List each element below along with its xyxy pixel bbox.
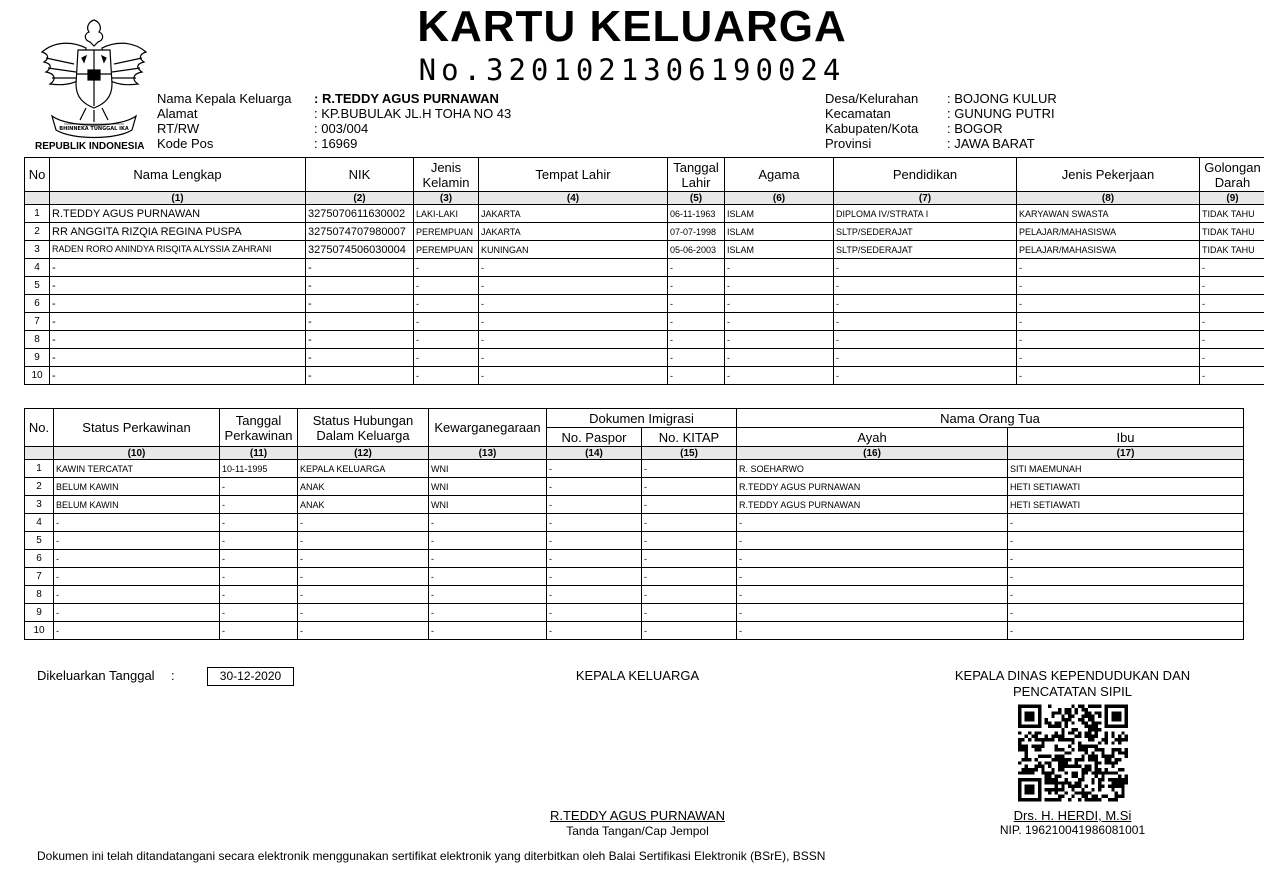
signature-caption: Tanda Tangan/Cap Jempol: [566, 824, 709, 838]
col-number: (7): [834, 192, 1017, 205]
table-cell: -: [668, 331, 725, 349]
table-cell: -: [547, 496, 642, 514]
table-cell: -: [834, 349, 1017, 367]
col-number: (2): [306, 192, 414, 205]
col-header-status-hubungan: Status Hubungan Dalam Keluarga: [298, 409, 429, 447]
table-cell: -: [547, 568, 642, 586]
header-left-fields: [157, 91, 511, 151]
table-cell: -: [429, 568, 547, 586]
table-cell: -: [220, 568, 298, 586]
table-cell: -: [1017, 259, 1200, 277]
col-header-no: No: [25, 158, 50, 192]
field-value: : KP.BUBULAK JL.H TOHA NO 43: [314, 106, 512, 121]
col-header-ayah: Ayah: [737, 428, 1008, 447]
kepala-keluarga-signature-name: R.TEDDY AGUS PURNAWAN: [549, 808, 726, 823]
table-row: [25, 496, 1244, 514]
row-number-cell: 3: [25, 241, 50, 259]
table-cell: -: [547, 460, 642, 478]
col-number: (6): [725, 192, 834, 205]
table-cell: -: [50, 295, 306, 313]
table-row: [25, 478, 1244, 496]
table-cell: -: [298, 532, 429, 550]
table-cell: -: [668, 295, 725, 313]
table-cell: ISLAM: [725, 241, 834, 259]
table-row: [25, 259, 1264, 277]
table-cell: JAKARTA: [479, 205, 668, 223]
official-nip: NIP. 196210041986081001: [999, 823, 1146, 837]
table-cell: -: [547, 622, 642, 640]
table-cell: -: [429, 604, 547, 622]
table-row: [25, 277, 1264, 295]
row-number-cell: 1: [25, 460, 54, 478]
table-cell: HETI SETIAWATI: [1008, 496, 1244, 514]
field-kecamatan: [825, 106, 1057, 121]
table-cell: -: [220, 478, 298, 496]
table-cell: BELUM KAWIN: [54, 496, 220, 514]
table-row: [25, 622, 1244, 640]
field-nama-kepala-keluarga: [157, 91, 511, 106]
table-cell: -: [668, 277, 725, 295]
col-number: (11): [220, 447, 298, 460]
row-number-cell: 3: [25, 496, 54, 514]
field-value: : BOJONG KULUR: [947, 91, 1057, 106]
row-number-cell: 10: [25, 622, 54, 640]
table-row: [25, 568, 1244, 586]
table-cell: TIDAK TAHU: [1200, 223, 1264, 241]
table-cell: TIDAK TAHU: [1200, 241, 1264, 259]
table-cell: ISLAM: [725, 205, 834, 223]
table-cell: -: [834, 277, 1017, 295]
table-cell: -: [725, 367, 834, 385]
col-header-pendidikan: Pendidikan: [834, 158, 1017, 192]
table-cell: PELAJAR/MAHASISWA: [1017, 241, 1200, 259]
col-number: (14): [547, 447, 642, 460]
table-cell: -: [642, 604, 737, 622]
table-cell: -: [1008, 550, 1244, 568]
table-cell: -: [725, 313, 834, 331]
table-cell: R.TEDDY AGUS PURNAWAN: [50, 205, 306, 223]
table-cell: -: [547, 586, 642, 604]
row-number-cell: 8: [25, 331, 50, 349]
field-alamat: [157, 106, 511, 121]
table-cell: -: [547, 532, 642, 550]
table-cell: -: [50, 313, 306, 331]
table-cell: KUNINGAN: [479, 241, 668, 259]
status-table: [24, 408, 1244, 640]
table-cell: -: [1008, 604, 1244, 622]
table-cell: -: [737, 514, 1008, 532]
table-cell: -: [50, 277, 306, 295]
table-cell: 06-11-1963: [668, 205, 725, 223]
field-label: Alamat: [157, 106, 198, 121]
table-cell: -: [834, 313, 1017, 331]
table-cell: -: [737, 532, 1008, 550]
col-number: (13): [429, 447, 547, 460]
table-cell: -: [1200, 259, 1264, 277]
table-row: [25, 313, 1264, 331]
col-header-nik: NIK: [306, 158, 414, 192]
table-cell: -: [1008, 532, 1244, 550]
table-cell: -: [54, 532, 220, 550]
table-cell: -: [298, 550, 429, 568]
table-cell: WNI: [429, 478, 547, 496]
table-cell: 07-07-1998: [668, 223, 725, 241]
table-cell: -: [547, 478, 642, 496]
table-cell: -: [642, 622, 737, 640]
table-cell: ISLAM: [725, 223, 834, 241]
table-cell: RR ANGGITA RIZQIA REGINA PUSPA: [50, 223, 306, 241]
table-cell: ANAK: [298, 478, 429, 496]
table-cell: R.TEDDY AGUS PURNAWAN: [737, 478, 1008, 496]
col-number: (1): [50, 192, 306, 205]
dinas-label-line-1: KEPALA DINAS KEPENDUDUKAN DAN: [954, 668, 1191, 683]
table-cell: -: [1017, 331, 1200, 349]
issued-date-value: 30-12-2020: [207, 667, 294, 686]
table-cell: -: [1008, 586, 1244, 604]
table-row: [25, 205, 1264, 223]
table-cell: -: [50, 259, 306, 277]
table-row: [25, 367, 1264, 385]
table-cell: -: [642, 550, 737, 568]
field-label: Desa/Kelurahan: [825, 91, 919, 106]
table-cell: LAKI-LAKI: [414, 205, 479, 223]
table-cell: -: [429, 514, 547, 532]
table-cell: -: [1017, 367, 1200, 385]
field-value: : 003/004: [314, 121, 369, 136]
column-number-row: [25, 447, 1244, 460]
table-cell: -: [1008, 568, 1244, 586]
table-cell: -: [668, 367, 725, 385]
table-cell: -: [479, 331, 668, 349]
col-number: (17): [1008, 447, 1244, 460]
table-cell: RADEN RORO ANINDYA RISQITA ALYSSIA ZAHRANI: [50, 241, 306, 259]
col-header-nama: Nama Lengkap: [50, 158, 306, 192]
table-cell: KARYAWAN SWASTA: [1017, 205, 1200, 223]
row-number-cell: 2: [25, 223, 50, 241]
field-rt-rw: [157, 121, 511, 136]
col-number: (4): [479, 192, 668, 205]
table-cell: -: [220, 532, 298, 550]
row-number-cell: 1: [25, 205, 50, 223]
col-header-tempat-lahir: Tempat Lahir: [479, 158, 668, 192]
table-cell: -: [725, 259, 834, 277]
table-cell: -: [547, 604, 642, 622]
table-cell: -: [1008, 514, 1244, 532]
table-cell: -: [1200, 295, 1264, 313]
table-cell: -: [737, 568, 1008, 586]
table-cell: KEPALA KELUARGA: [298, 460, 429, 478]
table-cell: -: [737, 550, 1008, 568]
field-label: RT/RW: [157, 121, 200, 136]
col-number: (5): [668, 192, 725, 205]
table-cell: -: [642, 478, 737, 496]
col-number: (15): [642, 447, 737, 460]
table-cell: PEREMPUAN: [414, 223, 479, 241]
table-cell: SITI MAEMUNAH: [1008, 460, 1244, 478]
table-cell: -: [298, 586, 429, 604]
row-number-cell: 9: [25, 349, 50, 367]
table-row: [25, 586, 1244, 604]
table-header-row: [25, 158, 1264, 192]
table-cell: -: [834, 367, 1017, 385]
col-header-pekerjaan: Jenis Pekerjaan: [1017, 158, 1200, 192]
kepala-keluarga-label: KEPALA KELUARGA: [575, 668, 700, 683]
col-number: (16): [737, 447, 1008, 460]
table-row: [25, 460, 1244, 478]
issued-date-colon: :: [171, 668, 175, 683]
table-cell: -: [220, 622, 298, 640]
table-cell: -: [306, 367, 414, 385]
field-label: Kabupaten/Kota: [825, 121, 919, 136]
col-header-no: No.: [25, 409, 54, 447]
table-cell: -: [547, 550, 642, 568]
col-header-golongan-darah: Golongan Darah: [1200, 158, 1264, 192]
table-cell: -: [1200, 331, 1264, 349]
table-cell: -: [1200, 313, 1264, 331]
field-provinsi: [825, 136, 1057, 151]
table-cell: 05-06-2003: [668, 241, 725, 259]
table-cell: -: [298, 568, 429, 586]
table-cell: -: [220, 496, 298, 514]
table-row: [25, 604, 1244, 622]
table-cell: -: [54, 604, 220, 622]
table-cell: -: [725, 331, 834, 349]
table-cell: -: [414, 277, 479, 295]
row-number-cell: 6: [25, 550, 54, 568]
table-cell: -: [642, 514, 737, 532]
table-cell: ANAK: [298, 496, 429, 514]
table-cell: -: [298, 514, 429, 532]
table-header-row: [25, 409, 1244, 428]
table-cell: JAKARTA: [479, 223, 668, 241]
official-name: Drs. H. HERDI, M.Si: [1013, 808, 1132, 823]
table-cell: -: [642, 460, 737, 478]
table-cell: PEREMPUAN: [414, 241, 479, 259]
table-cell: -: [642, 586, 737, 604]
field-value: : 16969: [314, 136, 358, 151]
field-kode-pos: [157, 136, 511, 151]
table-cell: -: [429, 586, 547, 604]
table-cell: -: [1200, 367, 1264, 385]
field-label: Kode Pos: [157, 136, 214, 151]
table-cell: -: [298, 604, 429, 622]
svg-text:BHINNEKA TUNGGAL IKA: BHINNEKA TUNGGAL IKA: [59, 126, 129, 132]
table-cell: -: [1017, 277, 1200, 295]
table-cell: -: [306, 295, 414, 313]
document-title: KARTU KELUARGA: [417, 2, 847, 51]
column-number-row: [25, 192, 1264, 205]
table-row: [25, 514, 1244, 532]
table-cell: -: [1017, 313, 1200, 331]
table-cell: -: [298, 622, 429, 640]
table-cell: -: [429, 622, 547, 640]
table-cell: -: [1008, 622, 1244, 640]
dinas-label: [930, 668, 1215, 700]
issued-date-label: Dikeluarkan Tanggal: [37, 668, 155, 683]
table-cell: -: [725, 277, 834, 295]
table-cell: -: [429, 532, 547, 550]
field-kabupaten-kota: [825, 121, 1057, 136]
table-cell: -: [642, 568, 737, 586]
table-cell: -: [306, 313, 414, 331]
col-number: (12): [298, 447, 429, 460]
table-cell: -: [668, 259, 725, 277]
footer-note: Dokumen ini telah ditandatangani secara elektronik menggunakan sertifikat elektronik yang diterbitkan oleh Balai Sertifikasi Elektronik (BSrE), BSSN: [37, 849, 826, 863]
table-cell: 10-11-1995: [220, 460, 298, 478]
table-cell: HETI SETIAWATI: [1008, 478, 1244, 496]
col-header-jenis-kelamin: Jenis Kelamin: [414, 158, 479, 192]
table-cell: -: [414, 331, 479, 349]
table-cell: SLTP/SEDERAJAT: [834, 223, 1017, 241]
field-label: Kecamatan: [825, 106, 891, 121]
table-cell: -: [306, 277, 414, 295]
dinas-label-line-2: PENCATATAN SIPIL: [1013, 684, 1132, 699]
row-number-cell: 10: [25, 367, 50, 385]
field-desa-kelurahan: [825, 91, 1057, 106]
table-cell: -: [220, 604, 298, 622]
table-cell: TIDAK TAHU: [1200, 205, 1264, 223]
table-row: [25, 331, 1264, 349]
table-row: [25, 295, 1264, 313]
table-cell: -: [479, 277, 668, 295]
row-number-cell: 7: [25, 568, 54, 586]
table-cell: 3275074506030004: [306, 241, 414, 259]
table-cell: -: [834, 295, 1017, 313]
table-cell: R. SOEHARWO: [737, 460, 1008, 478]
row-number-cell: 6: [25, 295, 50, 313]
table-cell: -: [1017, 349, 1200, 367]
col-number: (10): [54, 447, 220, 460]
table-cell: -: [220, 514, 298, 532]
table-cell: WNI: [429, 460, 547, 478]
table-cell: -: [429, 550, 547, 568]
table-cell: -: [834, 331, 1017, 349]
table-cell: -: [668, 313, 725, 331]
table-row: [25, 241, 1264, 259]
table-cell: -: [737, 586, 1008, 604]
table-row: [25, 532, 1244, 550]
members-table: [24, 157, 1264, 385]
table-cell: -: [725, 295, 834, 313]
table-cell: SLTP/SEDERAJAT: [834, 241, 1017, 259]
table-cell: -: [220, 586, 298, 604]
table-cell: -: [50, 349, 306, 367]
table-cell: KAWIN TERCATAT: [54, 460, 220, 478]
table-cell: -: [725, 349, 834, 367]
table-cell: -: [668, 349, 725, 367]
col-header-kewarganegaraan: Kewarganegaraan: [429, 409, 547, 447]
col-number: [25, 447, 54, 460]
row-number-cell: 7: [25, 313, 50, 331]
table-cell: -: [306, 331, 414, 349]
kk-number: No.3201021306190024: [418, 53, 846, 87]
col-header-tanggal-lahir: Tanggal Lahir: [668, 158, 725, 192]
row-number-cell: 9: [25, 604, 54, 622]
table-cell: 3275070611630002: [306, 205, 414, 223]
col-header-nama-orang-tua: Nama Orang Tua: [737, 409, 1244, 428]
table-cell: -: [737, 622, 1008, 640]
col-header-ibu: Ibu: [1008, 428, 1244, 447]
row-number-cell: 4: [25, 514, 54, 532]
table-cell: -: [306, 259, 414, 277]
table-cell: -: [414, 349, 479, 367]
qr-code-icon: [1018, 704, 1128, 802]
row-number-cell: 8: [25, 586, 54, 604]
col-header-no-paspor: No. Paspor: [547, 428, 642, 447]
emblem-caption: REPUBLIK INDONESIA: [35, 141, 145, 152]
table-cell: WNI: [429, 496, 547, 514]
table-cell: BELUM KAWIN: [54, 478, 220, 496]
table-cell: -: [54, 586, 220, 604]
table-cell: -: [414, 367, 479, 385]
field-label: Provinsi: [825, 136, 872, 151]
col-header-agama: Agama: [725, 158, 834, 192]
field-value: : JAWA BARAT: [947, 136, 1035, 151]
table-cell: -: [1017, 295, 1200, 313]
row-number-cell: 5: [25, 532, 54, 550]
table-cell: -: [306, 349, 414, 367]
table-cell: -: [50, 367, 306, 385]
table-cell: 3275074707980007: [306, 223, 414, 241]
table-cell: DIPLOMA IV/STRATA I: [834, 205, 1017, 223]
col-header-dokumen-imigrasi: Dokumen Imigrasi: [547, 409, 737, 428]
table-cell: -: [220, 550, 298, 568]
table-cell: -: [414, 259, 479, 277]
table-cell: -: [642, 532, 737, 550]
table-cell: -: [54, 622, 220, 640]
table-cell: -: [54, 514, 220, 532]
table-cell: -: [737, 604, 1008, 622]
col-header-status-perkawinan: Status Perkawinan: [54, 409, 220, 447]
table-cell: -: [479, 295, 668, 313]
col-number: (8): [1017, 192, 1200, 205]
col-number: (9): [1200, 192, 1264, 205]
table-cell: -: [1200, 277, 1264, 295]
row-number-cell: 4: [25, 259, 50, 277]
table-cell: -: [642, 496, 737, 514]
header-right-fields: [825, 91, 1057, 151]
table-cell: -: [1200, 349, 1264, 367]
table-cell: -: [54, 568, 220, 586]
col-number: [25, 192, 50, 205]
col-header-tanggal-perkawinan: Tanggal Perkawinan: [220, 409, 298, 447]
table-cell: -: [54, 550, 220, 568]
table-cell: -: [479, 313, 668, 331]
table-cell: -: [479, 259, 668, 277]
table-cell: R.TEDDY AGUS PURNAWAN: [737, 496, 1008, 514]
table-cell: -: [414, 313, 479, 331]
table-cell: -: [547, 514, 642, 532]
field-label: Nama Kepala Keluarga: [157, 91, 292, 106]
col-number: (3): [414, 192, 479, 205]
table-cell: -: [834, 259, 1017, 277]
field-value: : R.TEDDY AGUS PURNAWAN: [314, 91, 499, 106]
row-number-cell: 2: [25, 478, 54, 496]
table-row: [25, 223, 1264, 241]
table-cell: -: [479, 349, 668, 367]
field-value: : BOGOR: [947, 121, 1003, 136]
col-header-no-kitap: No. KITAP: [642, 428, 737, 447]
field-value: : GUNUNG PUTRI: [947, 106, 1055, 121]
row-number-cell: 5: [25, 277, 50, 295]
table-cell: -: [414, 295, 479, 313]
table-row: [25, 550, 1244, 568]
table-cell: -: [50, 331, 306, 349]
table-cell: PELAJAR/MAHASISWA: [1017, 223, 1200, 241]
table-row: [25, 349, 1264, 367]
table-cell: -: [479, 367, 668, 385]
